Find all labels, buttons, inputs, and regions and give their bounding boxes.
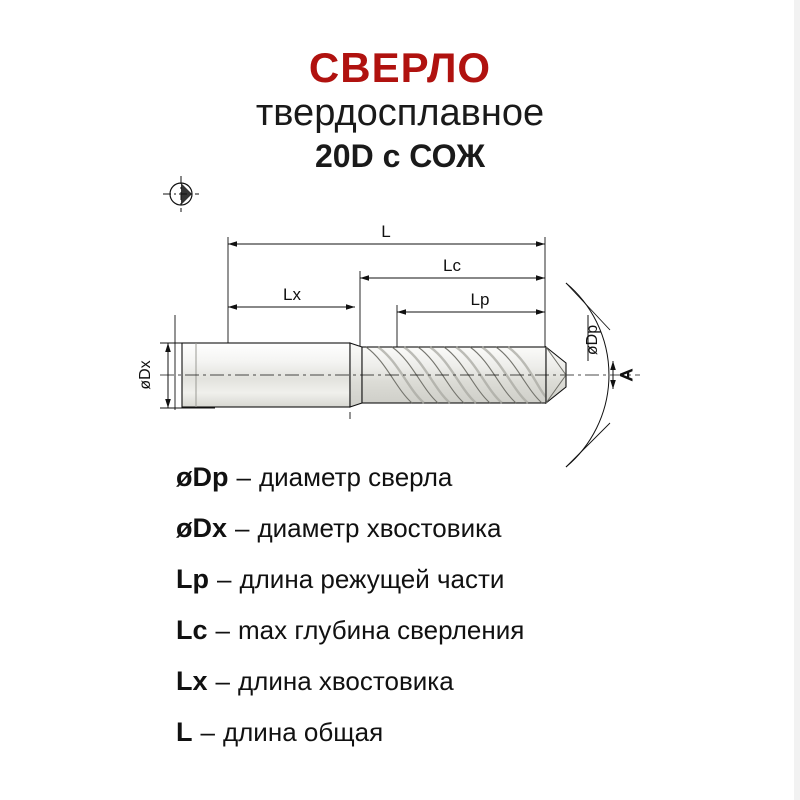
page-edge-strip bbox=[794, 0, 800, 800]
legend-dash: – bbox=[200, 717, 215, 747]
dimension-label-Lp: Lp bbox=[470, 290, 490, 309]
legend-symbol: øDp bbox=[176, 462, 229, 492]
dimension-Dp bbox=[584, 315, 601, 361]
dimension-Lx bbox=[228, 285, 355, 307]
legend-symbol: L bbox=[176, 717, 193, 747]
legend-symbol: øDx bbox=[176, 513, 228, 543]
dimension-Lp bbox=[397, 290, 545, 312]
legend-symbol: Lp bbox=[176, 564, 209, 594]
dimension-label-Lc: Lc bbox=[443, 256, 461, 275]
legend-item bbox=[176, 462, 776, 513]
page-title: СВЕРЛО bbox=[308, 44, 492, 91]
dimension-label-Lx: Lx bbox=[283, 285, 301, 304]
page-subtitle-2: 20D с СОЖ bbox=[315, 137, 485, 174]
legend-symbol: Lc bbox=[176, 615, 208, 645]
title-block bbox=[0, 46, 800, 175]
point-angle-A bbox=[566, 283, 636, 467]
technical-drawing bbox=[0, 165, 800, 475]
legend-dash: – bbox=[235, 513, 250, 543]
legend-text: длина режущей части bbox=[239, 564, 505, 594]
legend-text: длина общая bbox=[222, 717, 384, 747]
legend-dash: – bbox=[236, 462, 251, 492]
legend-item bbox=[176, 513, 776, 564]
first-angle-projection-icon bbox=[163, 176, 199, 212]
dimension-label-Dx: øDx bbox=[137, 360, 154, 390]
legend-dash: – bbox=[217, 564, 232, 594]
page-subtitle: твердосплавное bbox=[255, 92, 545, 135]
legend-text: диаметр хвостовика bbox=[257, 513, 502, 543]
dimension-Lc bbox=[360, 256, 545, 278]
dimension-label-Dp: øDp bbox=[584, 324, 601, 356]
legend-list bbox=[176, 462, 776, 768]
legend-text: max глубина сверления bbox=[237, 615, 525, 645]
legend-text: длина хвостовика bbox=[237, 666, 454, 696]
legend-text: диаметр сверла bbox=[258, 462, 453, 492]
legend-item bbox=[176, 615, 776, 666]
dimension-L bbox=[228, 222, 545, 244]
legend-item bbox=[176, 666, 776, 717]
dimension-label-A: A bbox=[617, 369, 636, 381]
legend-dash: – bbox=[215, 615, 230, 645]
legend-item bbox=[176, 717, 776, 768]
legend-symbol: Lx bbox=[176, 666, 208, 696]
legend-dash: – bbox=[215, 666, 230, 696]
legend-item bbox=[176, 564, 776, 615]
drill-body bbox=[160, 343, 640, 407]
dimension-label-L: L bbox=[381, 222, 391, 241]
